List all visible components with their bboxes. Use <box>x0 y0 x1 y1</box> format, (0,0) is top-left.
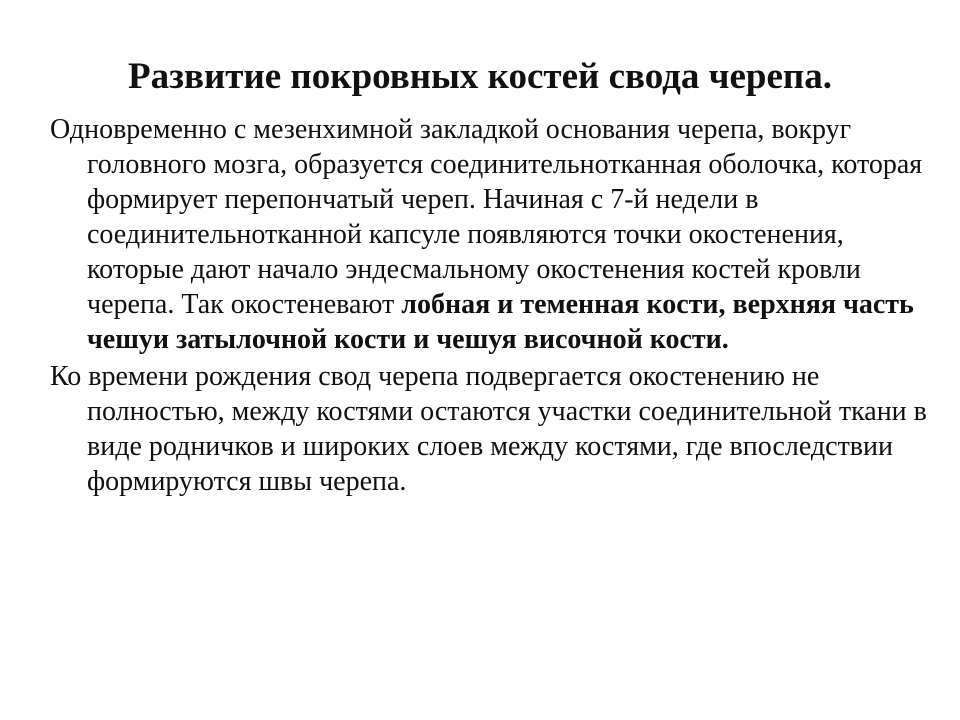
slide-title: Развитие покровных костей свода черепа. <box>128 56 832 97</box>
paragraph-1-bold-text: лобная и теменная кости, верхняя часть чешуи затылочной кости и чешуя височной кости. <box>87 289 914 355</box>
paragraph-2-text: Ко времени рождения свод черепа подвергается окостенению не полностью, между костями остаются участки соединительной ткани в виде родничков и широких слоев между костями, где впоследствии формируются швы черепа. <box>50 361 927 497</box>
paragraph-2 <box>50 359 930 499</box>
paragraph-1 <box>50 112 930 357</box>
slide-body <box>50 112 930 501</box>
paragraph-1-text: Одновременно с мезенхимной закладкой основания черепа, вокруг головного мозга, образуется соединительнотканная оболочка, которая формирует перепончатый череп. Начиная с 7-й недели в соединительнотканной капсуле появляются точки окостенения, которые дают начало эндесмальному окостенения костей кровли черепа. Так окостеневают <box>50 114 923 320</box>
